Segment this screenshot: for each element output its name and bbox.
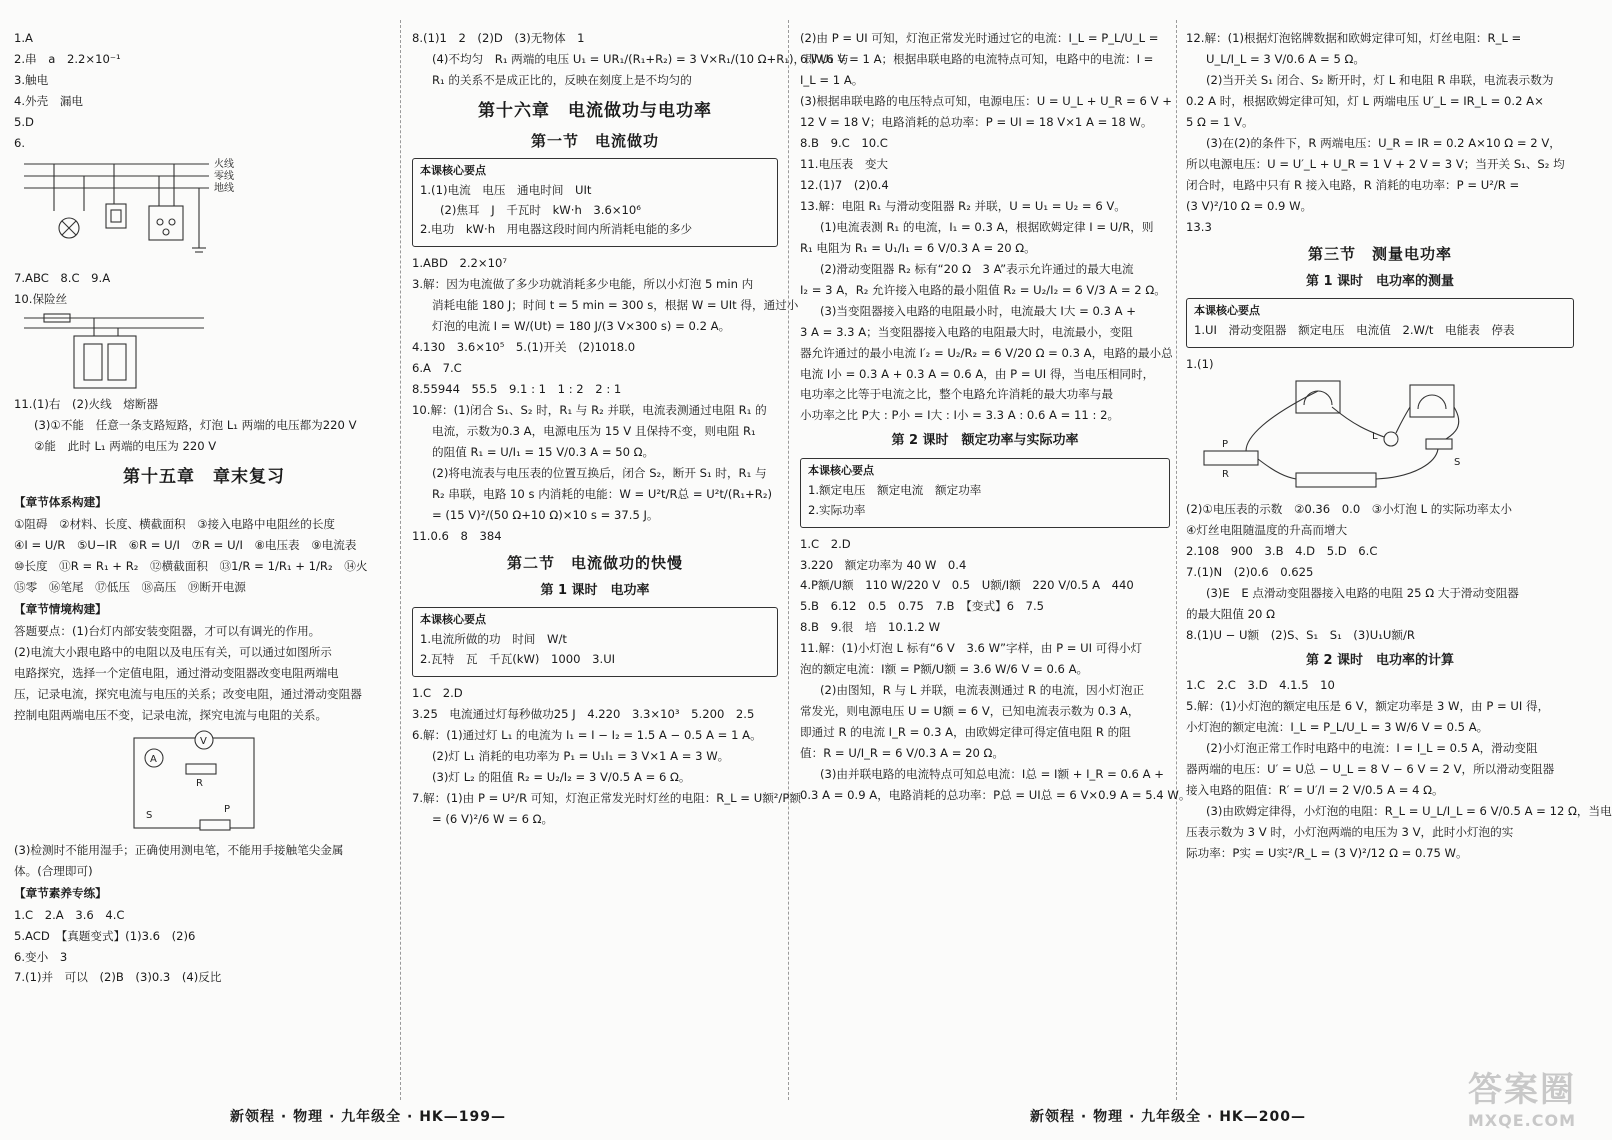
answer-line: 4.130 3.6×10⁵ 5.(1)开关 (2)1018.0 [412,340,636,355]
answer-line: (3)①不能 任意一条支路短路，灯泡 L₁ 两端的电压都为220 V [34,417,357,432]
svg-text:V: V [200,735,207,747]
battery-icon [1296,473,1376,487]
key-points-title: 本课核心要点 [420,163,486,177]
section-title: 第二节 电流做功的快慢 [506,554,683,573]
answer-line: 7.ABC 8.C 9.A [14,270,111,285]
answer-line: U_L/I_L = 3 V/0.6 A = 5 Ω。 [1206,51,1365,66]
section-tag: 【章节情境构建】 [14,601,107,616]
answer-line: 答题要点：(1)台灯内部安装变阻器，才可以有调光的作用。 [14,623,321,638]
answer-line: (4)不均匀 R₁ 两端的电压 U₁ = UR₁/(R₁+R₂) = 3 V×R₁/(10 Ω+R₁)，即 U₁ 与 [432,51,849,66]
answer-line: R₁ 的关系不是成正比的，反映在刻度上是不均匀的 [432,72,692,87]
key-point-line: 1.UI 滑动变阻器 额定电压 电流值 2.W/t 电能表 停表 [1194,323,1515,338]
answer-line: 2.串 a 2.2×10⁻¹ [14,51,121,66]
answer-line: 10.解：(1)闭合 S₁、S₂ 时，R₁ 与 R₂ 并联，电流表测通过电阻 R₁ 的 [412,403,767,418]
page-footer-right: 新领程 · 物理 · 九年级全 · HK—200— [1030,1109,1306,1125]
answer-line: 6 W/6 V = 1 A；根据串联电路的电流特点可知，电路中的电流：I = [800,51,1154,66]
answer-line: 电功率之比等于电流之比，整个电路允许消耗的最大功率与最 [800,387,1114,402]
answer-line: 12.(1)7 (2)0.4 [800,177,889,192]
rheostat-icon [1204,451,1258,465]
answer-line: 5 Ω = 1 V。 [1186,114,1254,129]
answer-line: 11.解：(1)小灯泡 L 标有“6 V 3.6 W”字样，由 P = UI 可得小灯 [800,641,1143,656]
answer-line: 11.电压表 变大 [800,156,889,171]
chapter-title: 第十五章 章末复习 [123,466,285,487]
answer-line: 即通过 R 的电流 I_R = 0.3 A，由欧姆定律可得定值电阻 R 的阻 [800,725,1131,740]
live-wire-label: 火线 [214,158,234,170]
answer-line: = (6 V)²/6 W = 6 Ω。 [432,812,554,827]
answer-line: (2)由 P = UI 可知，灯泡正常发光时通过它的电流：I_L = P_L/U_L = [800,31,1159,45]
key-point-line: 1.电流所做的功 时间 W/t [420,632,567,647]
key-point-line: 2.实际功率 [808,502,866,517]
answer-line: 6.A 7.C [412,361,462,376]
key-points-box [1186,298,1574,348]
bulb-icon [1384,432,1398,446]
key-point-line: 2.瓦特 瓦 千瓦(kW) 1000 3.UI [420,652,616,667]
key-points-title: 本课核心要点 [808,463,874,477]
answer-line: 泡的额定电流：I额 = P额/U额 = 3.6 W/6 V = 0.6 A。 [800,662,1089,677]
socket-icon [74,336,136,388]
answer-line: 13.3 [1186,219,1212,234]
answer-line: R₂ 串联，电路 10 s 内消耗的电能：W = U²t/R总 = U²t/(R₁+R₂) [432,487,772,502]
answer-line: ⑮零 ⑯笔尾 ⑰低压 ⑱高压 ⑲断开电源 [14,579,246,594]
answer-line: 器两端的电压：U′ = U总 − U_L = 8 V − 6 V = 2 V，所以滑动变阻器 [1186,761,1555,776]
fuse-socket-diagram [14,312,214,392]
answer-line: 的阻值 R₁ = U/I₁ = 15 V/0.3 A = 50 Ω。 [432,445,655,460]
lesson-title: 第 2 课时 电功率的计算 [1305,652,1455,668]
answer-line: 7.解：(1)由 P = U²/R 可知，灯泡正常发光时灯丝的电阻：R_L = U额²/P额 [412,791,801,806]
answer-line: 1.C 2.D [412,686,463,701]
answer-line: 11.0.6 8 384 [412,529,502,544]
answer-line: 常发光，则电源电压 U = U额 = 6 V，已知电流表示数为 0.3 A， [800,704,1140,719]
answer-line: 6.解：(1)通过灯 L₁ 的电流为 I₁ = I − I₂ = 1.5 A − 0.5 A = 1 A。 [412,728,762,743]
lesson-title: 第 1 课时 电功率 [540,583,650,599]
key-point-line: 2.电功 kW·h 用电器这段时间内所消耗电能的多少 [420,222,693,237]
answer-line: 1.A [14,31,33,45]
answer-line: (2)①电压表的示数 ②0.36 0.0 ③小灯泡 L 的实际功率太小 [1186,502,1512,517]
svg-text:R: R [1222,469,1229,481]
answer-line: (3)灯 L₂ 的阻值 R₂ = U₂/I₂ = 3 V/0.5 A = 6 Ω。 [432,770,691,785]
answer-line: ④I = U/R ⑤U−IR ⑥R = U/I ⑦R = U/I ⑧电压表 ⑨电流表 [14,537,357,552]
column-1 [14,30,394,1100]
answer-line: I_L = 1 A。 [800,72,864,87]
key-points-box [412,158,778,248]
ammeter-icon [1410,385,1454,417]
answer-line: 小功率之比 P大 : P小 = I大 : I小 = 3.3 A : 0.6 A = 11 : 2。 [800,408,1120,423]
answer-line: (1)电流表测 R₁ 的电流，I₁ = 0.3 A，根据欧姆定律 I = U/R，则 [820,219,1154,234]
answer-line: 3.解：因为电流做了多少功就消耗多少电能，所以小灯泡 5 min 内 [412,277,754,292]
answer-line: 12.解：(1)根据灯泡铭牌数据和欧姆定律可知，灯丝电阻：R_L = [1186,31,1522,45]
column-3 [800,30,1191,1100]
answer-line: 8.55944 55.5 9.1 : 1 1 : 2 2 : 1 [412,382,622,397]
household-wiring-diagram [14,156,254,266]
lesson-title: 第 1 课时 电功率的测量 [1305,273,1455,289]
watermark-url: MXQE.COM [1467,1111,1576,1130]
column-4 [1186,30,1612,1100]
answer-line: (2)小灯泡正常工作时电路中的电流：I = I_L = 0.5 A，滑动变阻 [1206,740,1538,755]
answer-line: 体。(合理即可) [14,863,93,878]
answer-line: 1.C 2.A 3.6 4.C [14,907,125,922]
answer-line: 8.(1)U − U额 (2)S、S₁ S₁ (3)U₁U额/R [1186,627,1415,642]
answer-line: (3)当变阻器接入电路的电阻最小时，电流最大 I大 = 0.3 A + [820,303,1136,318]
key-points-title: 本课核心要点 [1194,304,1260,318]
section-tag: 【章节体系构建】 [14,495,107,509]
answer-line: 1.C 2.D [800,536,851,551]
answer-line: 5.B 6.12 0.5 0.75 7.B 【变式】6 7.5 [800,599,1045,614]
answer-line: = (15 V)²/(50 Ω+10 Ω)×10 s = 37.5 J。 [432,508,659,523]
answer-line: (2)灯 L₁ 消耗的电功率为 P₁ = U₁I₁ = 3 V×1 A = 3 W。 [432,749,730,764]
answer-line: (2)当开关 S₁ 闭合、S₂ 断开时，灯 L 和电阻 R 串联，电流表示数为 [1206,72,1554,87]
answer-line: 消耗电能 180 J；时间 t = 5 min = 300 s，根据 W = UIt 得，通过小 [432,298,799,313]
answer-line: 电流 I小 = 0.3 A + 0.3 A = 0.6 A，由 P = UI 得，当电压相同时， [800,366,1155,381]
neutral-wire-label: 零线 [214,170,234,182]
answer-line: (2)由图知，R 与 L 并联，电流表测通过 R 的电流，因小灯泡正 [820,683,1145,698]
answer-line: 13.解：电阻 R₁ 与滑动变阻器 R₂ 并联，U = U₁ = U₂ = 6 V。 [800,198,1126,213]
answer-line: 小灯泡的额定电流：I_L = P_L/U_L = 3 W/6 V = 0.5 A。 [1186,719,1489,734]
answer-line: 压，记录电流，探究电流与电压的关系；改变电阻，通过滑动变阻器 [14,686,362,701]
answer-line: 器允许通过的最小电流 I′₂ = U₂/R₂ = 6 V/20 Ω = 0.3 A，电路的最小总 [800,345,1173,360]
answer-line: 5.ACD 【真题变式】(1)3.6 (2)6 [14,928,196,943]
answer-line: 1.C 2.C 3.D 4.1.5 10 [1186,677,1335,692]
column-divider-3 [1176,20,1177,1100]
rheostat-icon [200,820,230,830]
answer-line: ②能 此时 L₁ 两端的电压为 220 V [34,438,217,453]
answer-line: 8.B 9.C 10.C [800,135,888,150]
answer-line: 5.解：(1)小灯泡的额定电压是 6 V，额定功率是 3 W，由 P = UI 得， [1186,698,1550,713]
svg-text:R: R [196,777,203,789]
svg-text:P: P [224,803,231,815]
answer-line: 控制电阻两端电压不变，记录电流，探究电流与电阻的关系。 [14,707,328,722]
key-point-line: (2)焦耳 J 千瓦时 kW·h 3.6×10⁶ [440,202,641,217]
answer-line: (3 V)²/10 Ω = 0.9 W。 [1186,198,1313,213]
answer-line: 3.25 电流通过灯每秒做功25 J 4.220 3.3×10³ 5.200 2.5 [412,707,755,722]
answer-line: 10.保险丝 [14,291,68,306]
column-divider-1 [400,20,401,1100]
lesson-title: 第 2 课时 额定功率与实际功率 [891,433,1079,449]
answer-line: 6.变小 3 [14,949,68,964]
answer-line: (3)由并联电路的电流特点可知总电流：I总 = I额 + I_R = 0.6 A + [820,767,1164,782]
key-points-box [412,607,778,677]
answer-line: ①阻碍 ②材料、长度、横截面积 ③接入电路中电阻丝的长度 [14,516,336,531]
answer-line: (2)电流大小跟电路中的电阻以及电压有关，可以通过如图所示 [14,644,332,659]
answer-line: (3)在(2)的条件下，R 两端电压：U_R = IR = 0.2 A×10 Ω = 2 V， [1206,135,1561,150]
answer-line: ④灯丝电阻随温度的升高而增大 [1186,523,1348,538]
answer-line: 灯泡的电流 I = W/(Ut) = 180 J/(3 V×300 s) = 0.2 A。 [432,319,731,334]
answer-line: 2.108 900 3.B 4.D 5.D 6.C [1186,544,1378,558]
answer-line: 所以电源电压：U = U′_L + U_R = 1 V + 2 V = 3 V；当开关 S₁、S₂ 均 [1186,156,1565,171]
section-title: 第三节 测量电功率 [1307,244,1452,263]
answer-line: 0.3 A = 0.9 A，电路消耗的总功率：P总 = UI总 = 6 V×0.9 A = 5.4 W。 [800,788,1191,803]
answer-line: 4.P额/U额 110 W/220 V 0.5 U额/I额 220 V/0.5 A 440 [800,578,1134,593]
svg-text:A: A [150,753,157,765]
circuit-diagram [124,728,384,838]
answer-line: 1.(1) [1186,357,1214,372]
power-measurement-circuit [1186,377,1546,497]
answer-line: 3.触电 [14,72,49,87]
answer-line: R₁ 电阻为 R₁ = U₁/I₁ = 6 V/0.3 A = 20 Ω。 [800,240,1036,255]
answer-line: 3.220 额定功率为 40 W 0.4 [800,557,967,572]
switch-icon [106,204,126,228]
key-point-line: 1.(1)电流 电压 通电时间 UIt [420,182,592,197]
answer-line: 6. [14,135,26,150]
answer-line: 0.2 A 时，根据欧姆定律可知，灯 L 两端电压 U′_L = IR_L = 0.2 A× [1186,93,1544,108]
page-footer-left: 新领程 · 物理 · 九年级全 · HK—199— [230,1109,506,1125]
answer-line: (2)滑动变阻器 R₂ 标有“20 Ω 3 A”表示允许通过的最大电流 [820,261,1134,276]
answer-line: 的最大阻值 20 Ω [1186,606,1275,621]
answer-line: (3)检测时不能用湿手；正确使用测电笔，不能用手接触笔尖金属 [14,842,344,857]
answer-line: 电路探究，选择一个定值电阻，通过滑动变阻器改变电阻两端电 [14,665,339,680]
chapter-title: 第十六章 电流做功与电功率 [478,100,712,121]
section-tag: 【章节素养专练】 [14,885,107,900]
key-points-box [800,458,1170,528]
answer-line: 12 V = 18 V；电路消耗的总功率：P = UI = 18 V×1 A = 18 W。 [800,114,1153,129]
answer-line: 5.D [14,114,34,129]
answer-line: ⑩长度 ⑪R = R₁ + R₂ ⑫横截面积 ⑬1/R = 1/R₁ + 1/R₂ ⑭火 [14,558,368,573]
answer-line: 8.B 9.很 培 10.1.2 W [800,620,941,635]
answer-line: (3)根据串联电路的电压特点可知，电源电压：U = U_L + U_R = 6 V + [800,93,1172,108]
key-point-line: 1.额定电压 额定电流 额定功率 [808,482,982,497]
answer-line: 7.(1)N (2)0.6 0.625 [1186,564,1314,579]
answer-line: 压表示数为 3 V 时，小灯泡两端的电压为 3 V，此时小灯泡的实 [1186,824,1514,839]
answer-line: (2)将电流表与电压表的位置互换后，闭合 S₂，断开 S₁ 时，R₁ 与 [432,466,767,481]
answer-line: 际功率：P实 = U实²/R_L = (3 V)²/12 Ω = 0.75 W。 [1186,845,1468,860]
answer-line: 7.(1)并 可以 (2)B (3)0.3 (4)反比 [14,970,222,985]
switch-icon [1426,439,1452,449]
ground-wire-label: 地线 [214,182,234,194]
answer-line: 值：R = U/I_R = 6 V/0.3 A = 20 Ω。 [800,746,1005,761]
answer-line: 1.ABD 2.2×10⁷ [412,256,508,271]
svg-text:S: S [146,809,153,821]
watermark-logo [1432,1062,1582,1132]
svg-text:P: P [1222,439,1229,451]
section-title: 第一节 电流做功 [530,132,659,151]
answer-line: 11.(1)右 (2)火线 熔断器 [14,396,159,411]
answer-line: 4.外壳 漏电 [14,93,84,108]
svg-text:S: S [1454,457,1461,469]
watermark-text: 答案圈 [1468,1070,1576,1110]
resistor-icon [186,764,216,774]
answer-line: 电流，示数为0.3 A，电源电压为 15 V 且保持不变，则电阻 R₁ [432,424,756,439]
key-points-title: 本课核心要点 [420,613,486,627]
svg-text:L: L [1372,431,1378,443]
answer-line: (3)E E 点滑动变阻器接入电路的电阻 25 Ω 大于滑动变阻器 [1206,585,1519,600]
answer-line: 8.(1)1 2 (2)D (3)无物体 1 [412,31,585,45]
answer-line: 接入电路的阻值：R′ = U′/I = 2 V/0.5 A = 4 Ω。 [1186,782,1444,797]
answer-line: I₂ = 3 A，R₂ 允许接入电路的最小阻值 R₂ = U₂/I₂ = 6 V/3 A = 2 Ω。 [800,282,1166,297]
column-divider-2 [788,20,789,1100]
answer-line: 3 A = 3.3 A；当变阻器接入电路的电阻最大时，电流最小，变阻 [800,324,1133,339]
answer-line: (3)由欧姆定律得，小灯泡的电阻：R_L = U_L/I_L = 6 V/0.5 A = 12 Ω，当电 [1206,803,1612,818]
answer-line: 闭合时，电路中只有 R 接入电路，R 消耗的电功率：P = U²/R = [1186,177,1520,192]
